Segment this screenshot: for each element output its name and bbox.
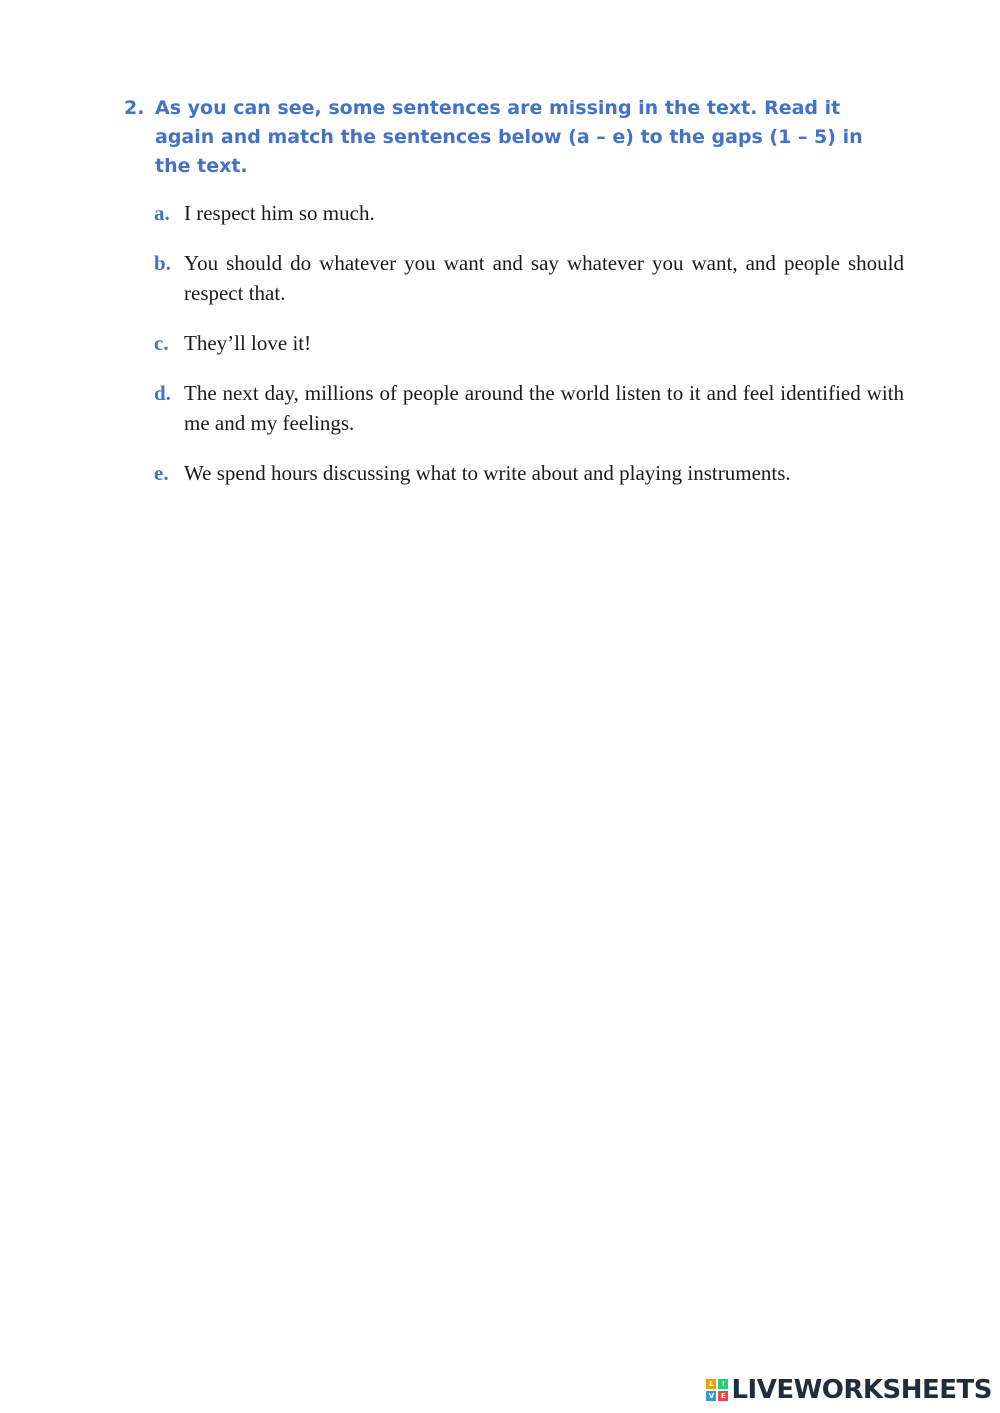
sentence-text: The next day, millions of people around the world listen to it and feel identified with me and my feelings. — [184, 381, 904, 435]
sentence-item-d — [154, 378, 904, 438]
sentence-text: I respect him so much. — [184, 201, 375, 225]
question-2 — [124, 94, 884, 181]
sentence-text: They’ll love it! — [184, 331, 312, 355]
sentence-list — [154, 198, 904, 508]
sentence-letter: e. — [154, 461, 169, 485]
sentence-text: You should do whatever you want and say whatever you want, and people should respect that. — [184, 251, 904, 305]
logo-text: LIVEWORKSHEETS — [731, 1375, 992, 1405]
liveworksheets-logo — [706, 1373, 992, 1407]
logo-square-icon: E — [718, 1391, 728, 1401]
sentence-item-a — [154, 198, 904, 228]
logo-square-icon: I — [718, 1379, 728, 1389]
sentence-text: We spend hours discussing what to write about and playing instruments. — [184, 461, 791, 485]
sentence-letter: c. — [154, 331, 169, 355]
sentence-item-c — [154, 328, 904, 358]
logo-square-icon: L — [706, 1379, 716, 1389]
question-instructions: As you can see, some sentences are missing in the text. Read it again and match the sentences below (a – e) to the gaps (1 – 5) in the text. — [155, 97, 863, 177]
sentence-letter: d. — [154, 381, 171, 405]
logo-square-icon: V — [706, 1391, 716, 1401]
sentence-letter: b. — [154, 251, 171, 275]
logo-mark-icon — [706, 1379, 728, 1401]
sentence-item-b — [154, 248, 904, 308]
sentence-item-e — [154, 458, 904, 488]
question-number: 2. — [124, 97, 145, 119]
sentence-letter: a. — [154, 201, 170, 225]
